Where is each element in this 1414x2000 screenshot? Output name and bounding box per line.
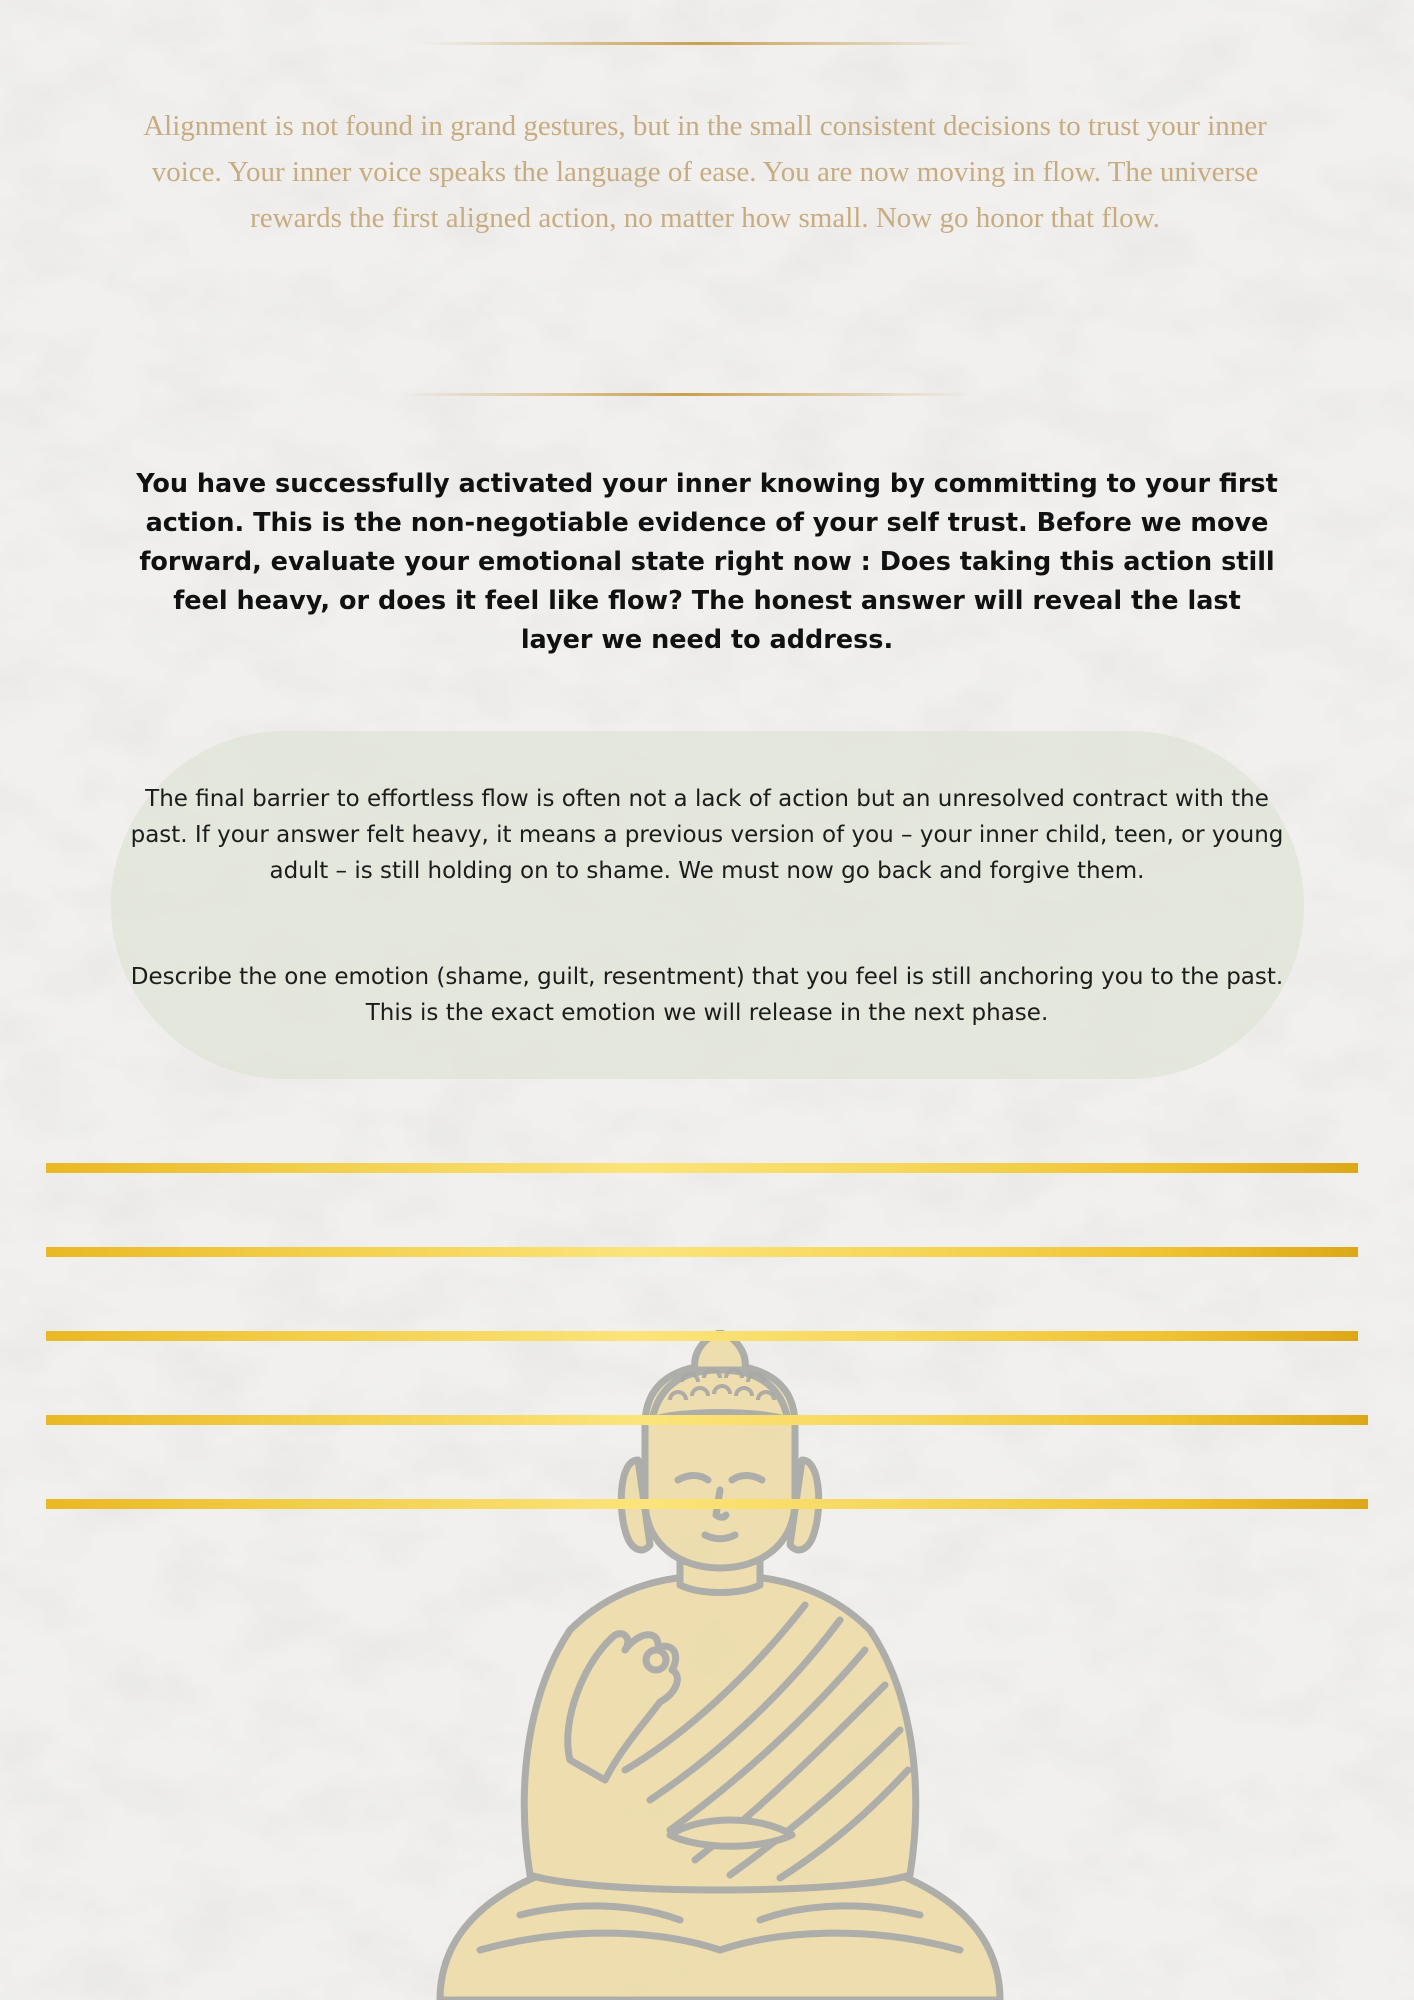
writing-line bbox=[46, 1247, 1358, 1257]
seated-buddha-illustration bbox=[420, 1330, 1020, 2000]
card-paragraph-intro: The final barrier to effortless flow is often not a lack of action but an unresolved contract with the past. If your answer felt heavy, it means a previous version of you – your inner child, teen, or young adult – is still holding on to shame. We must now go back and forgive them. bbox=[130, 786, 1284, 884]
middle-divider bbox=[400, 393, 970, 396]
writing-line bbox=[46, 1415, 1368, 1425]
writing-line bbox=[46, 1499, 1368, 1509]
reflection-prompt: You have successfully activated your inner knowing by committing to your first action. This is the non-negotiable evidence of your self trust. Before we move forward, evaluate your emotional state right now : Does taking this action still feel heavy, or does it feel like flow? The honest answer will reveal the last layer we need to address. bbox=[136, 469, 1278, 655]
top-divider bbox=[420, 42, 980, 45]
card-paragraph-question: Describe the one emotion (shame, guilt, resentment) that you feel is still anchoring you to the past. This is the exact emotion we will release in the next phase. bbox=[130, 964, 1284, 1026]
affirmation-quote: Alignment is not found in grand gestures, but in the small consistent decisions to trust your inner voice. Your inner voice speaks the language of ease. You are now moving in flow. The universe rewards the first aligned action, no matter how small. Now go honor that flow. bbox=[143, 110, 1267, 234]
writing-line bbox=[46, 1331, 1358, 1341]
writing-line bbox=[46, 1163, 1358, 1173]
